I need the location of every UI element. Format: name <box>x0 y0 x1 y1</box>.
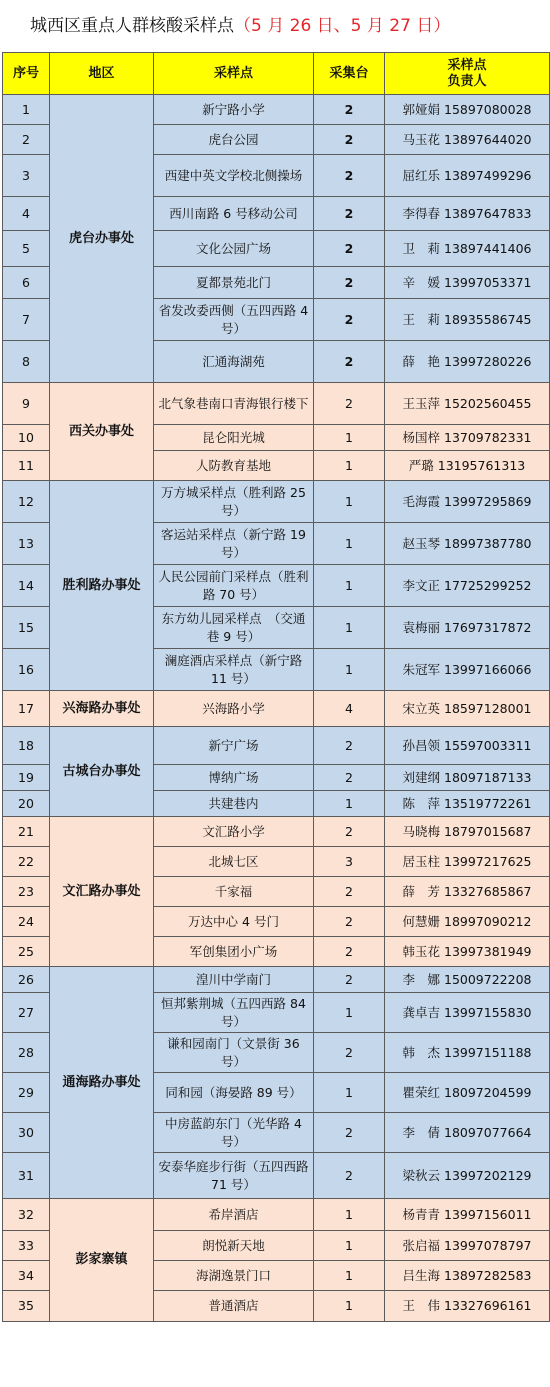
site-name: 新宁广场 <box>154 727 314 765</box>
sampling-sites-table <box>2 52 550 1322</box>
row-number: 14 <box>3 565 50 607</box>
table-row <box>3 383 550 425</box>
row-number: 26 <box>3 967 50 993</box>
row-number: 19 <box>3 765 50 791</box>
row-number: 28 <box>3 1033 50 1073</box>
site-name: 夏都景苑北门 <box>154 267 314 299</box>
contact-person: 辛 媛 13997053371 <box>385 267 550 299</box>
booth-count: 1 <box>314 425 385 451</box>
row-number: 11 <box>3 451 50 481</box>
site-name: 湟川中学南门 <box>154 967 314 993</box>
row-number: 23 <box>3 877 50 907</box>
header-contact-line2: 负责人 <box>447 73 487 89</box>
row-number: 21 <box>3 817 50 847</box>
site-name: 军创集团小广场 <box>154 937 314 967</box>
booth-count: 2 <box>314 299 385 341</box>
district-cell: 胜利路办事处 <box>50 481 154 691</box>
header-site: 采样点 <box>154 53 314 95</box>
site-name: 澜庭酒店采样点（新宁路 11 号） <box>154 649 314 691</box>
row-number: 4 <box>3 197 50 231</box>
row-number: 8 <box>3 341 50 383</box>
site-name: 普通酒店 <box>154 1291 314 1322</box>
title-main: 城西区重点人群核酸采样点 <box>30 16 234 36</box>
contact-person: 李 倩 18097077664 <box>385 1113 550 1153</box>
booth-count: 1 <box>314 1261 385 1291</box>
table-row <box>3 817 550 847</box>
booth-count: 2 <box>314 1113 385 1153</box>
booth-count: 1 <box>314 791 385 817</box>
row-number: 17 <box>3 691 50 727</box>
contact-person: 马晓梅 18797015687 <box>385 817 550 847</box>
row-number: 31 <box>3 1153 50 1199</box>
contact-person: 李文正 17725299252 <box>385 565 550 607</box>
district-cell: 虎台办事处 <box>50 95 154 383</box>
title-date: （5 月 26 日、5 月 27 日） <box>234 16 451 36</box>
row-number: 29 <box>3 1073 50 1113</box>
table-header-row <box>3 53 550 95</box>
site-name: 省发改委西侧（五四西路 4 号） <box>154 299 314 341</box>
contact-person: 陈 萍 13519772261 <box>385 791 550 817</box>
booth-count: 1 <box>314 481 385 523</box>
booth-count: 2 <box>314 231 385 267</box>
contact-person: 韩玉花 13997381949 <box>385 937 550 967</box>
row-number: 25 <box>3 937 50 967</box>
row-number: 22 <box>3 847 50 877</box>
contact-person: 马玉花 13897644020 <box>385 125 550 155</box>
booth-count: 2 <box>314 937 385 967</box>
contact-person: 卫 莉 13897441406 <box>385 231 550 267</box>
row-number: 6 <box>3 267 50 299</box>
booth-count: 4 <box>314 691 385 727</box>
booth-count: 2 <box>314 817 385 847</box>
site-name: 海湖逸景门口 <box>154 1261 314 1291</box>
booth-count: 3 <box>314 847 385 877</box>
contact-person: 杨青青 13997156011 <box>385 1199 550 1231</box>
site-name: 西川南路 6 号移动公司 <box>154 197 314 231</box>
contact-person: 王 伟 13327696161 <box>385 1291 550 1322</box>
site-name: 文化公园广场 <box>154 231 314 267</box>
site-name: 西建中英文学校北侧操场 <box>154 155 314 197</box>
row-number: 24 <box>3 907 50 937</box>
header-booths: 采集台 <box>314 53 385 95</box>
contact-person: 赵玉琴 18997387780 <box>385 523 550 565</box>
site-name: 希岸酒店 <box>154 1199 314 1231</box>
contact-person: 王玉萍 15202560455 <box>385 383 550 425</box>
row-number: 9 <box>3 383 50 425</box>
district-cell: 彭家寨镇 <box>50 1199 154 1322</box>
site-name: 谦和园南门（文景街 36 号） <box>154 1033 314 1073</box>
booth-count: 1 <box>314 607 385 649</box>
row-number: 27 <box>3 993 50 1033</box>
contact-person: 袁梅丽 17697317872 <box>385 607 550 649</box>
district-cell: 古城台办事处 <box>50 727 154 817</box>
row-number: 33 <box>3 1231 50 1261</box>
row-number: 1 <box>3 95 50 125</box>
contact-person: 宋立英 18597128001 <box>385 691 550 727</box>
booth-count: 2 <box>314 967 385 993</box>
booth-count: 1 <box>314 565 385 607</box>
site-name: 兴海路小学 <box>154 691 314 727</box>
table-row <box>3 967 550 993</box>
site-name: 朗悦新天地 <box>154 1231 314 1261</box>
booth-count: 2 <box>314 1153 385 1199</box>
row-number: 34 <box>3 1261 50 1291</box>
site-name: 共建巷内 <box>154 791 314 817</box>
contact-person: 薛 芳 13327685867 <box>385 877 550 907</box>
row-number: 3 <box>3 155 50 197</box>
contact-person: 屈红乐 13897499296 <box>385 155 550 197</box>
row-number: 32 <box>3 1199 50 1231</box>
row-number: 10 <box>3 425 50 451</box>
page-title <box>0 0 550 52</box>
contact-person: 李得春 13897647833 <box>385 197 550 231</box>
contact-person: 王 莉 18935586745 <box>385 299 550 341</box>
booth-count: 1 <box>314 649 385 691</box>
site-name: 北气象巷南口青海银行楼下 <box>154 383 314 425</box>
row-number: 18 <box>3 727 50 765</box>
site-name: 万达中心 4 号门 <box>154 907 314 937</box>
booth-count: 2 <box>314 907 385 937</box>
site-name: 汇通海湖苑 <box>154 341 314 383</box>
booth-count: 2 <box>314 155 385 197</box>
table-row <box>3 691 550 727</box>
contact-person: 刘建纲 18097187133 <box>385 765 550 791</box>
booth-count: 1 <box>314 993 385 1033</box>
row-number: 30 <box>3 1113 50 1153</box>
booth-count: 2 <box>314 267 385 299</box>
row-number: 12 <box>3 481 50 523</box>
table-row <box>3 95 550 125</box>
site-name: 虎台公园 <box>154 125 314 155</box>
table-row <box>3 1199 550 1231</box>
district-cell: 西关办事处 <box>50 383 154 481</box>
district-cell: 文汇路办事处 <box>50 817 154 967</box>
booth-count: 2 <box>314 125 385 155</box>
site-name: 东方幼儿园采样点 （交通巷 9 号） <box>154 607 314 649</box>
contact-person: 龚卓吉 13997155830 <box>385 993 550 1033</box>
site-name: 同和园（海晏路 89 号） <box>154 1073 314 1113</box>
site-name: 文汇路小学 <box>154 817 314 847</box>
contact-person: 薛 艳 13997280226 <box>385 341 550 383</box>
site-name: 人民公园前门采样点（胜利路 70 号） <box>154 565 314 607</box>
district-cell: 通海路办事处 <box>50 967 154 1199</box>
row-number: 13 <box>3 523 50 565</box>
site-name: 客运站采样点（新宁路 19 号） <box>154 523 314 565</box>
booth-count: 2 <box>314 1033 385 1073</box>
site-name: 恒邦紫荆城（五四西路 84 号） <box>154 993 314 1033</box>
contact-person: 瞿荣红 18097204599 <box>385 1073 550 1113</box>
contact-person: 孙昌领 15597003311 <box>385 727 550 765</box>
contact-person: 严璐 13195761313 <box>385 451 550 481</box>
header-district: 地区 <box>50 53 154 95</box>
site-name: 昆仑阳光城 <box>154 425 314 451</box>
row-number: 16 <box>3 649 50 691</box>
contact-person: 居玉柱 13997217625 <box>385 847 550 877</box>
row-number: 5 <box>3 231 50 267</box>
booth-count: 1 <box>314 451 385 481</box>
site-name: 博纳广场 <box>154 765 314 791</box>
booth-count: 1 <box>314 1073 385 1113</box>
header-seq: 序号 <box>3 53 50 95</box>
booth-count: 2 <box>314 727 385 765</box>
contact-person: 何慧姗 18997090212 <box>385 907 550 937</box>
row-number: 15 <box>3 607 50 649</box>
table-row <box>3 481 550 523</box>
site-name: 千家福 <box>154 877 314 907</box>
site-name: 新宁路小学 <box>154 95 314 125</box>
contact-person: 梁秋云 13997202129 <box>385 1153 550 1199</box>
site-name: 人防教育基地 <box>154 451 314 481</box>
row-number: 7 <box>3 299 50 341</box>
booth-count: 2 <box>314 765 385 791</box>
booth-count: 1 <box>314 1199 385 1231</box>
contact-person: 李 娜 15009722208 <box>385 967 550 993</box>
row-number: 35 <box>3 1291 50 1322</box>
booth-count: 1 <box>314 1291 385 1322</box>
contact-person: 韩 杰 13997151188 <box>385 1033 550 1073</box>
contact-person: 杨国梓 13709782331 <box>385 425 550 451</box>
contact-person: 吕生海 13897282583 <box>385 1261 550 1291</box>
booth-count: 1 <box>314 523 385 565</box>
contact-person: 毛海霞 13997295869 <box>385 481 550 523</box>
row-number: 20 <box>3 791 50 817</box>
header-contact <box>385 53 550 95</box>
table-body <box>3 95 550 1322</box>
site-name: 万方城采样点（胜利路 25 号） <box>154 481 314 523</box>
district-cell: 兴海路办事处 <box>50 691 154 727</box>
contact-person: 张启福 13997078797 <box>385 1231 550 1261</box>
table-row <box>3 727 550 765</box>
site-name: 中房蓝韵东门（光华路 4 号） <box>154 1113 314 1153</box>
site-name: 安泰华庭步行街（五四西路 71 号） <box>154 1153 314 1199</box>
booth-count: 2 <box>314 383 385 425</box>
contact-person: 朱冠军 13997166066 <box>385 649 550 691</box>
contact-person: 郭娅娟 15897080028 <box>385 95 550 125</box>
booth-count: 1 <box>314 1231 385 1261</box>
booth-count: 2 <box>314 877 385 907</box>
booth-count: 2 <box>314 197 385 231</box>
header-contact-line1: 采样点 <box>447 57 487 73</box>
booth-count: 2 <box>314 95 385 125</box>
booth-count: 2 <box>314 341 385 383</box>
site-name: 北城七区 <box>154 847 314 877</box>
row-number: 2 <box>3 125 50 155</box>
